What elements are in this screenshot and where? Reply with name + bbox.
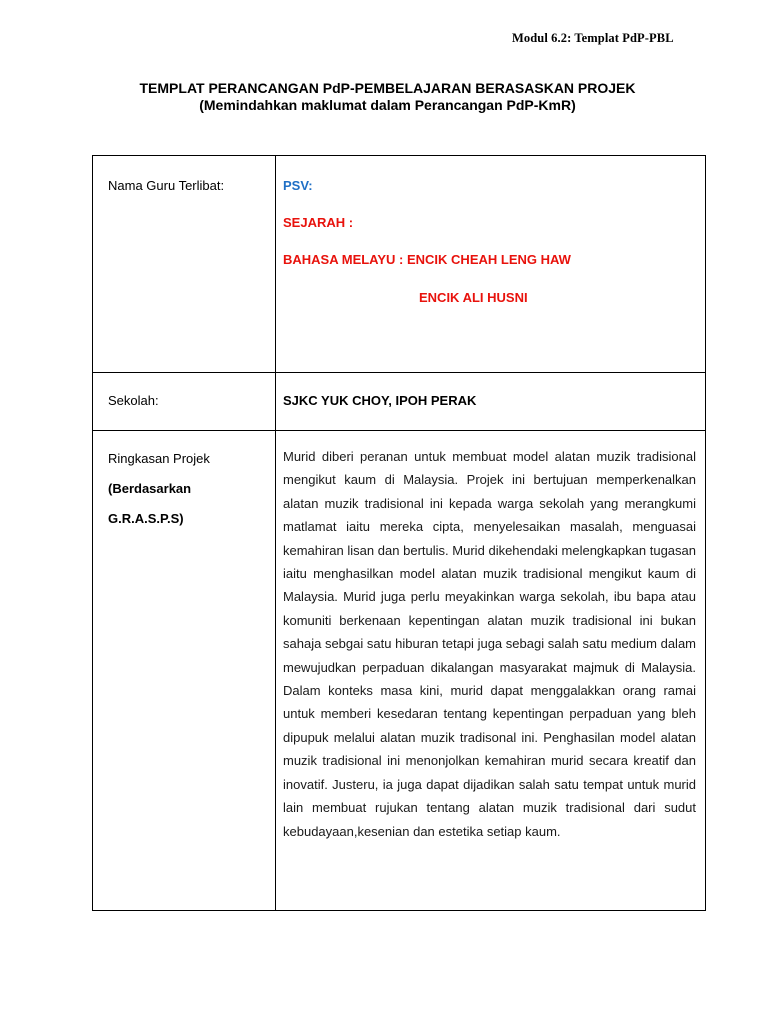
psv-teacher: PSV: bbox=[283, 178, 313, 193]
summary-label-line-3: G.R.A.S.P.S) bbox=[108, 511, 184, 526]
title-line-2: (Memindahkan maklumat dalam Perancangan PdP-KmR) bbox=[199, 97, 576, 113]
column-divider bbox=[275, 156, 276, 910]
row-divider-1 bbox=[93, 372, 705, 373]
summary-label-line-2: (Berdasarkan bbox=[108, 481, 192, 496]
project-summary-text: Murid diberi peranan untuk membuat model alatan muzik tradisional mengikut kaum di Malaysia. Projek ini bertujuan memperkenalkan alatan muzik tradisional ini kepada warga sekolah yang merangkumi matlamat iaitu mereka cipta, menyelesaikan masalah, menguasai kemahiran lisan dan bertulis. Murid dikehendaki melengkapkan tugasan iaitu menghasilkan model alatan muzik tradisional mengikut kaum di Malaysia. Murid juga perlu meyakinkan warga sekolah, ibu bapa atau komuniti berkenaan kepentingan alatan muzik tradisional ini bukan sahaja sebgai satu hiburan tetapi juga sebagi salah satu medium dalam mewujudkan perpaduan dikalangan masyarakat majmuk di Malaysia. Dalam konteks masa kini, murid dapat menggalakkan orang ramai untuk memberi kesedaran tentang kepentingan perpaduan yang bleh dipupuk melalui alatan muzik tradisonal ini. Penghasilan model alatan muzik tradisional ini menonjolkan kemahiran murid secara kreatif dan inovatif. Justeru, ia juga dapat dijadikan salah satu tempat untuk murid lain membuat rujukan tentang alatan muzik tradisional dari sudut kebudayaan,kesenian dan estetika setiap kaum. bbox=[283, 449, 696, 839]
teachers-label: Nama Guru Terlibat: bbox=[108, 178, 225, 193]
sejarah-teacher: SEJARAH : bbox=[283, 215, 354, 230]
bahasa-melayu-teacher: BAHASA MELAYU : ENCIK CHEAH LENG HAW bbox=[283, 252, 571, 267]
planning-form-table bbox=[92, 155, 706, 911]
module-label: Modul 6.2: Templat PdP-PBL bbox=[512, 31, 674, 45]
second-teacher: ENCIK ALI HUSNI bbox=[419, 290, 528, 305]
document-title bbox=[0, 80, 768, 114]
school-value: SJKC YUK CHOY, IPOH PERAK bbox=[283, 393, 477, 408]
row-divider-2 bbox=[93, 430, 705, 431]
school-label: Sekolah: bbox=[108, 393, 159, 408]
summary-label-line-1: Ringkasan Projek bbox=[108, 451, 210, 466]
title-line-1: TEMPLAT PERANCANGAN PdP-PEMBELAJARAN BERASASKAN PROJEK bbox=[139, 80, 636, 96]
